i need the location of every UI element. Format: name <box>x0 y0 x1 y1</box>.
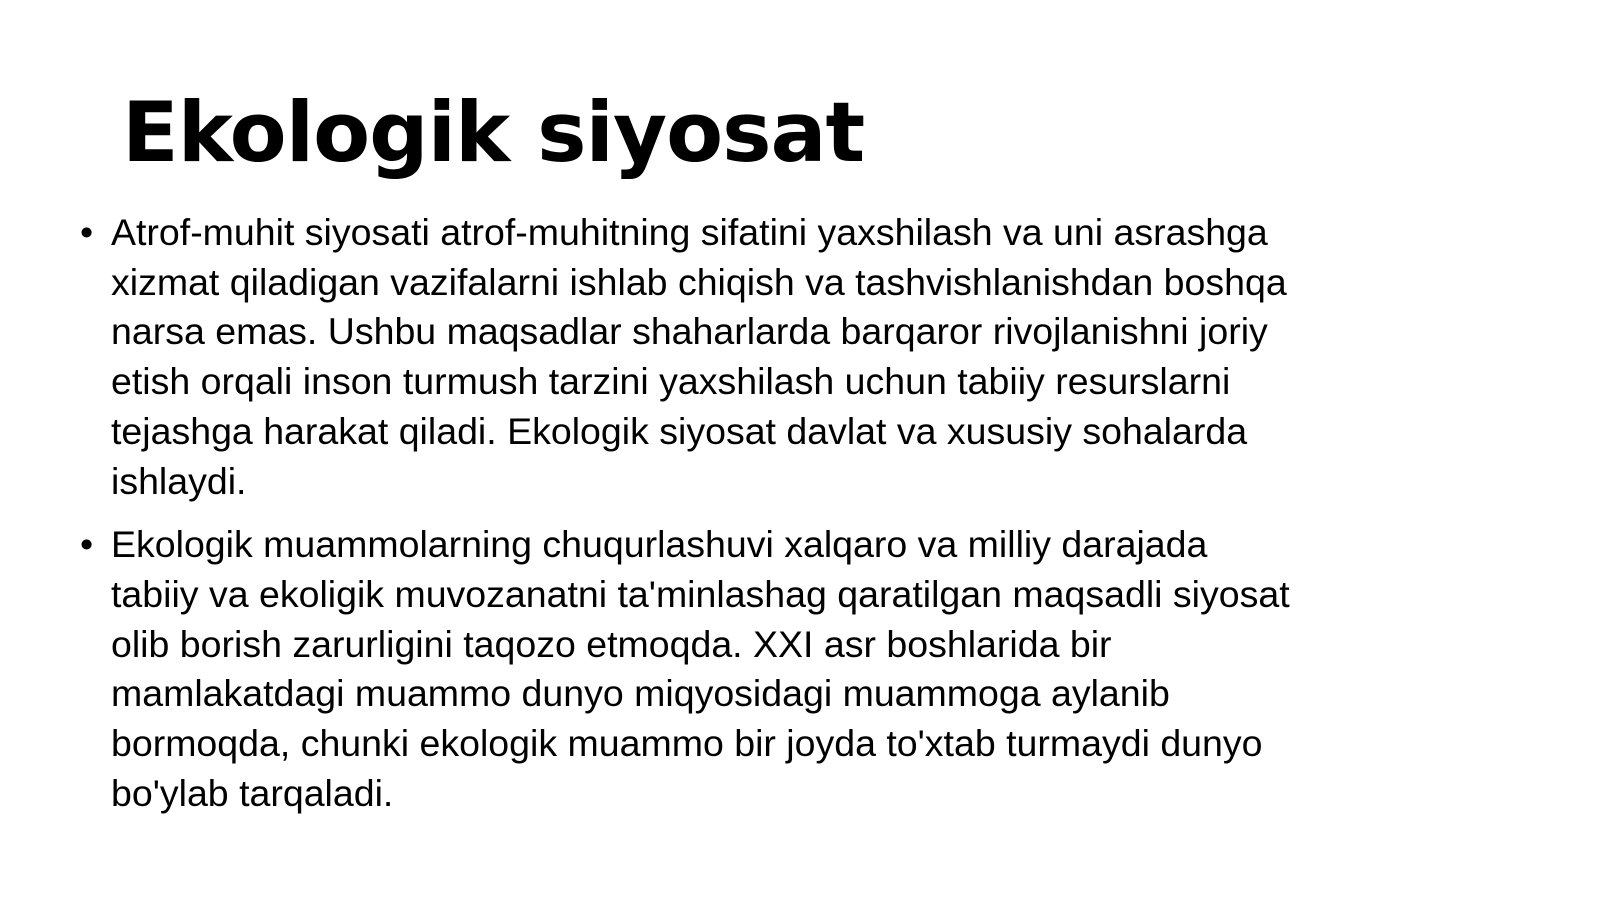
bullet-text-line: Ekologik muammolarning chuqurlashuvi xalqaro va milliy darajada <box>111 523 1208 566</box>
bullet-text-line: etish orqali inson turmush tarzini yaxshilash uchun tabiiy resurslarni <box>111 360 1231 403</box>
bullet-text-line: bo'ylab tarqaladi. <box>111 771 394 814</box>
bullet-marker: • <box>80 523 94 566</box>
bullet-text-line: mamlakatdagi muammo dunyo miqyosidagi muammoga aylanib <box>111 672 1170 715</box>
bullet-item <box>80 208 1500 506</box>
bullet-text-line: Atrof-muhit siyosati atrof-muhitning sifatini yaxshilash va uni asrashga <box>111 211 1268 253</box>
bullet-text-line: tejashga harakat qiladi. Ekologik siyosat davlat va xususiy sohalarda <box>111 409 1248 452</box>
bullet-text-line: olib borish zarurligini taqozo etmoqda. XXI asr boshlarida bir <box>111 622 1112 665</box>
bullet-text-line: bormoqda, chunki ekologik muammo bir joyda to'xtab turmaydi dunyo <box>111 722 1263 765</box>
bullet-text-line: tabiiy va ekoligik muvozanatni ta'minlashag qaratilgan maqsadli siyosat <box>111 572 1290 615</box>
bullet-text-line: ishlaydi. <box>111 459 247 502</box>
bullet-item <box>80 520 1500 818</box>
bullet-text-line: narsa emas. Ushbu maqsadlar shaharlarda barqaror rivojlanishni joriy <box>111 310 1268 353</box>
bullet-list <box>80 208 1500 832</box>
bullet-marker: • <box>80 211 94 253</box>
bullet-text-line: xizmat qiladigan vazifalarni ishlab chiqish va tashvishlanishdan boshqa <box>111 260 1287 303</box>
slide-title: Ekologik siyosat <box>122 84 865 181</box>
